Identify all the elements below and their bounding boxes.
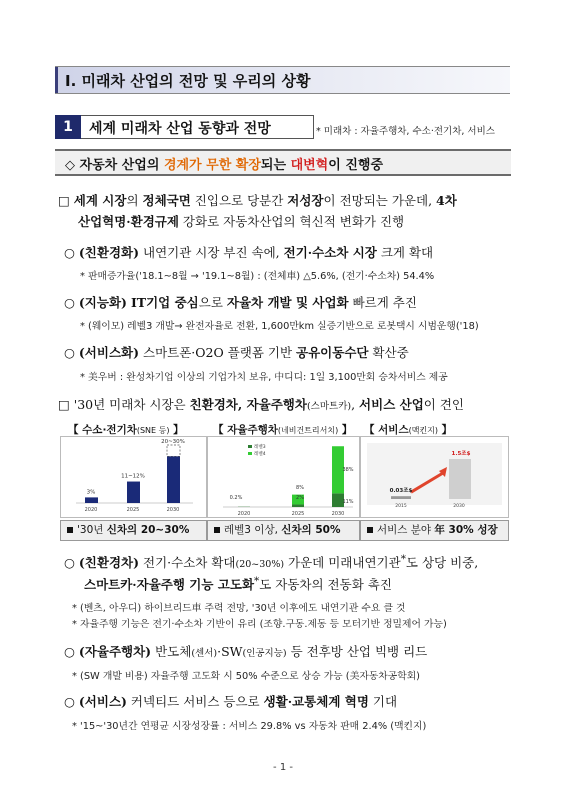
footnote: * '15~'30년간 연평균 시장성장률 : 서비스 29.8% vs 자동차 판매 2.4% (맥킨지)	[72, 721, 427, 732]
bullet: □	[58, 193, 74, 208]
text: 반도체	[151, 644, 192, 659]
title-accent-bar	[55, 67, 58, 93]
list-item	[64, 553, 478, 571]
text: □ '30년 미래차 시장은	[58, 397, 190, 412]
list-item	[64, 642, 427, 660]
text-bold: 자율차 개발 및 사업화	[226, 295, 349, 310]
tick-label: 2030	[453, 504, 465, 509]
text-bold: 4차	[436, 193, 457, 208]
text-small: (센서)	[191, 648, 218, 659]
item-head: (친환경화)	[78, 245, 140, 260]
bar	[127, 482, 140, 503]
section-title-box	[81, 115, 314, 139]
panel-caption-service	[360, 520, 509, 541]
data-label: 11%	[342, 499, 354, 505]
tick-label: 2025	[291, 511, 305, 517]
list-item	[64, 692, 397, 710]
item-head: (서비스)	[78, 694, 127, 709]
text: 가운데 미래내연기관	[284, 555, 401, 571]
text-bold: 전기·수소차 시장	[283, 245, 377, 260]
text-bold: 정체국면	[142, 193, 191, 208]
panel-source: (SNE 등)	[136, 426, 170, 435]
caption-bold: 신차의 50%	[281, 524, 341, 536]
section-number: 1	[55, 115, 81, 139]
list-item	[64, 293, 417, 311]
callout-highlight: 경계가 무한 확장	[163, 158, 261, 173]
footnote: * 자율주행 기능은 전기·수소차 기반이 유리 (조향.구동.제동 등 모터기반 정밀제어 가능)	[72, 619, 447, 630]
footnote: * (벤츠, 아우디) 하이브리드車 주력 전망, '30년 이후에도 내연기관 수요 클 것	[72, 603, 406, 614]
text-bold: 스마트카·자율주행 기능 고도화	[84, 577, 255, 593]
legend-label: 레벨4	[254, 452, 266, 457]
panel-source: (맥킨지)	[408, 426, 439, 435]
text: 기대	[368, 694, 398, 709]
square-bullet	[67, 527, 73, 533]
text-bold: 산업혁명·환경규제	[78, 214, 179, 229]
item-head: (서비스화)	[78, 345, 140, 360]
chart-panel-autonomous	[207, 436, 360, 518]
callout-text	[65, 154, 383, 173]
bar	[449, 459, 471, 499]
circle-bullet: ○	[64, 295, 79, 310]
data-label: 38%	[342, 467, 354, 473]
text: 커넥티드 서비스 등으로	[126, 694, 264, 709]
page-number: - 1 -	[273, 762, 293, 773]
title-banner	[55, 66, 510, 94]
tick-label: 2015	[395, 504, 407, 509]
text-bold: 공유이동수단	[296, 345, 369, 360]
circle-bullet: ○	[64, 694, 79, 709]
tick-label: 2030	[331, 511, 345, 517]
text: 으로	[198, 295, 227, 310]
text-bold: 저성장	[287, 193, 324, 208]
legend-label: 레벨3	[254, 445, 266, 450]
service-growth-chart	[361, 437, 508, 517]
callout-part: ◇ 자동차 산업의	[65, 158, 164, 173]
paragraph-line	[84, 575, 392, 593]
data-label: 0.03조$	[389, 488, 413, 495]
footnote: * (SW 개발 비용) 자율주행 고도화 시 50% 수준으로 상승 가능 (美자동차공학회)	[72, 671, 420, 682]
data-label: 20~30%	[161, 439, 185, 445]
panel-header-autonomous	[213, 422, 352, 437]
panel-caption-ev	[60, 520, 207, 541]
data-label: 8%	[296, 485, 304, 491]
chart-panel-ev	[60, 436, 207, 518]
tick-label: 2020	[84, 507, 98, 513]
paragraph-line	[58, 395, 464, 413]
text: 이 전망되는 가운데,	[323, 193, 437, 208]
callout-box	[55, 149, 511, 176]
text: 의	[126, 193, 143, 208]
panel-label: 【 서비스	[364, 424, 409, 436]
data-label: 1.5조$	[451, 451, 471, 457]
plot-background	[367, 443, 502, 505]
panel-caption-autonomous	[207, 520, 360, 541]
footnote-mark: *	[400, 553, 406, 565]
text-bold: 세계 시장	[73, 193, 127, 208]
tick-label: 2025	[126, 507, 140, 513]
callout-highlight: 대변혁	[290, 158, 329, 173]
text-small: (스마트카)	[306, 401, 352, 412]
page-title: Ⅰ. 미래차 산업의 전망 및 우리의 상황	[65, 72, 311, 90]
panel-header-service	[364, 422, 452, 437]
panel-bracket: 】	[438, 424, 453, 436]
item-head: (친환경차)	[78, 555, 140, 571]
bar-segment	[292, 505, 304, 507]
legend-swatch	[248, 445, 252, 448]
legend-swatch	[248, 452, 252, 455]
caption-text: '30년	[77, 524, 107, 536]
section-note: * 미래차 : 자율주행차, 수소·전기차, 서비스	[316, 126, 495, 137]
data-label: 11~12%	[121, 473, 145, 480]
ev-bar-chart	[61, 437, 206, 517]
caption-bold: 신차의 20∼30%	[106, 524, 190, 536]
paragraph-line	[78, 212, 404, 230]
item-head: (지능화)	[78, 295, 127, 310]
data-label: 0.2%	[229, 495, 243, 501]
circle-bullet: ○	[64, 245, 79, 260]
chart-panel-service	[360, 436, 509, 518]
text: ·SW	[217, 644, 243, 659]
circle-bullet: ○	[64, 345, 79, 360]
panel-bracket: 】	[338, 424, 353, 436]
text: 강화로 자동차산업의 혁신적 변화가 진행	[178, 214, 405, 229]
caption-text: 레벨3 이상,	[224, 524, 282, 536]
list-item	[64, 243, 433, 261]
square-bullet	[367, 527, 373, 533]
circle-bullet: ○	[64, 555, 79, 571]
panel-header-ev	[68, 422, 184, 437]
bar	[85, 497, 98, 503]
bar	[167, 456, 180, 503]
text: 이 견인	[423, 397, 464, 412]
text: 내연기관 시장 부진 속에,	[139, 245, 284, 260]
panel-label: 【 수소·전기차	[68, 424, 137, 436]
text: 도 자동차의 전동화 촉진	[259, 577, 392, 593]
circle-bullet: ○	[64, 644, 79, 659]
text-bold: 서비스 산업	[359, 397, 424, 412]
callout-part: 되는	[260, 158, 291, 173]
text: 크게 확대	[376, 245, 434, 260]
text: ,	[351, 397, 360, 412]
text-small: (인공지능)	[242, 648, 287, 659]
text: 도 상당 비중,	[405, 555, 479, 571]
text-bold: 친환경차, 자율주행차	[189, 397, 307, 412]
panel-source: (네비건트리서치)	[277, 426, 339, 435]
text: 스마트폰·O2O 플랫폼 기반	[139, 345, 297, 360]
panel-bracket: 】	[169, 424, 184, 436]
text: 등 전후방 산업 빅뱅 리드	[286, 644, 428, 659]
paragraph-line	[58, 191, 457, 209]
section-title: 세계 미래차 산업 동향과 전망	[89, 121, 271, 137]
bar-range-outline	[167, 445, 180, 456]
text: 확산중	[368, 345, 409, 360]
footnote: * 美우버 : 완성차기업 이상의 기업가치 보유, 中디디: 1일 3,100만회 승차서비스 제공	[80, 372, 448, 383]
tick-label: 2030	[166, 507, 180, 513]
text-bold: IT기업 중심	[130, 295, 199, 310]
text: 전기·수소차 확대	[139, 555, 236, 571]
square-bullet	[214, 527, 220, 533]
list-item	[64, 343, 409, 361]
text: 진입으로 당분간	[190, 193, 288, 208]
data-label: 2%	[296, 495, 304, 501]
bar	[391, 496, 411, 499]
footnote: * 판매증가율('18.1~8월 → '19.1~8월) : (전체車) △5.6%, (전기·수소차) 54.4%	[80, 271, 435, 282]
callout-part: 이 진행중	[328, 158, 384, 173]
data-label: 3%	[86, 489, 96, 496]
text-bold: 생활·교통체계 혁명	[263, 694, 369, 709]
autonomous-bar-chart	[208, 437, 359, 517]
footnote: * (웨이모) 레벨3 개발→ 완전자율로 전환, 1,600만km 실증기반으로 로봇택시 시범운행('18)	[80, 321, 479, 332]
text: 빠르게 추진	[348, 295, 417, 310]
tick-label: 2020	[237, 511, 251, 517]
caption-text: 서비스 분야	[377, 524, 435, 536]
panel-label: 【 자율주행차	[213, 424, 278, 436]
footnote-mark: *	[254, 575, 260, 587]
caption-bold: 年 30% 성장	[434, 524, 498, 536]
item-head: (자율주행차)	[78, 644, 152, 659]
text-small: (20~30%)	[235, 559, 285, 571]
